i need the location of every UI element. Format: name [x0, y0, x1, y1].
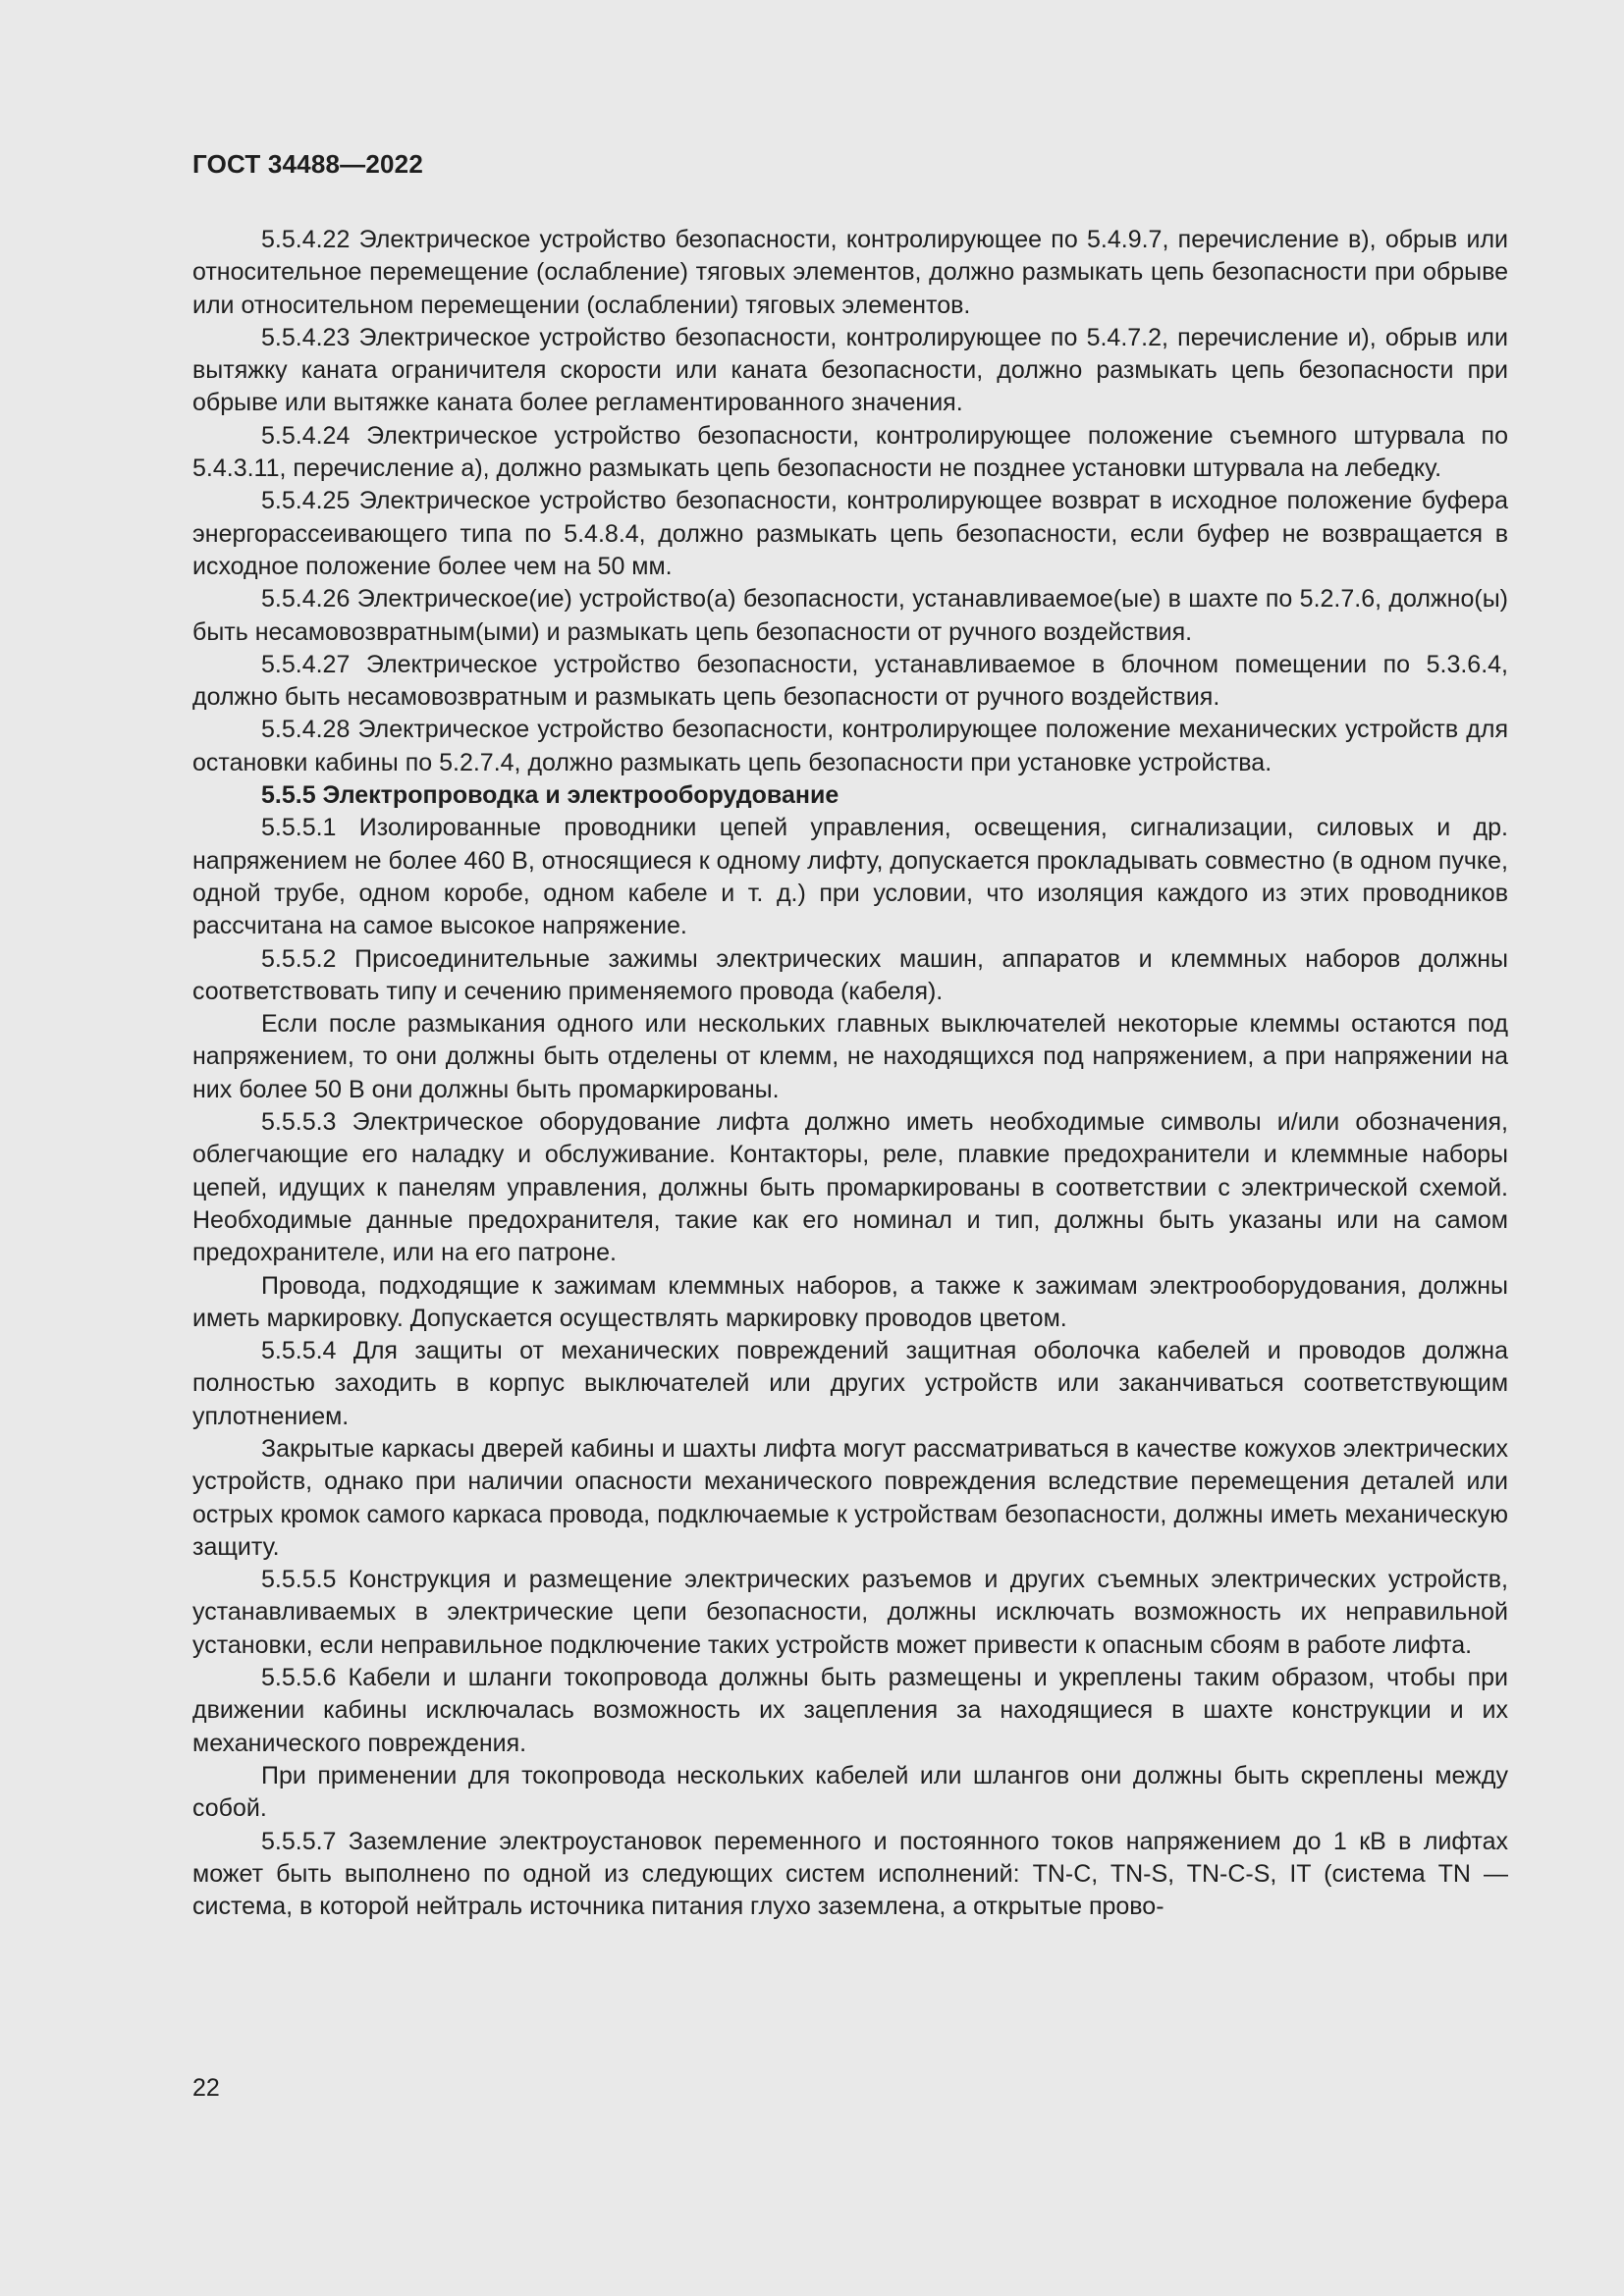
- section-heading-5-5-5: 5.5.5 Электропроводка и электрооборудование: [261, 781, 839, 810]
- paragraph-5-5-5-2: 5.5.5.2 Присоединительные зажимы электрических машин, аппаратов и клеммных наборов должны соответствовать типу и сечению применяемого провода (кабеля).: [192, 944, 1508, 1005]
- document-header: ГОСТ 34488—2022: [192, 149, 423, 179]
- paragraph-5-5-5-6-cont: При применении для токопровода нескольких кабелей или шлангов они должны быть скреплены между собой.: [192, 1761, 1508, 1823]
- paragraph-5-5-4-27: 5.5.4.27 Электрическое устройство безопасности, устанавливаемое в блочном помещении по 5.3.6.4, должно быть несамовозвратным и размыкать цепь безопасности от ручного воздействия.: [192, 650, 1508, 712]
- paragraph-5-5-5-3-cont: Провода, подходящие к зажимам клеммных наборов, а также к зажимам электрооборудования, должны иметь маркировку. Допускается осуществлять маркировку проводов цветом.: [192, 1271, 1508, 1332]
- paragraph-5-5-5-1: 5.5.5.1 Изолированные проводники цепей управления, освещения, сигнализации, силовых и др. напряжением не более 460 В, относящиеся к одному лифту, допускается прокладывать совместно (в одном пучке, одной трубе, одном коробе, одном кабеле и т. д.) при условии, что изоляция каждого из этих проводников рассчитана на самое высокое напряжение.: [192, 814, 1508, 940]
- paragraph-5-5-4-25: 5.5.4.25 Электрическое устройство безопасности, контролирующее возврат в исходное положение буфера энергорассеивающего типа по 5.4.8.4, должно размыкать цепь безопасности, если буфер не возвращается в исходное положение более чем на 50 мм.: [192, 487, 1508, 580]
- paragraph-5-5-5-5: 5.5.5.5 Конструкция и размещение электрических разъемов и других съемных электрических устройств, устанавливаемых в электрические цепи безопасности, должны исключать возможность их неправильной установки, если неправильное подключение таких устройств может привести к опасным сбоям в работе лифта.: [192, 1566, 1508, 1659]
- paragraph-5-5-4-22: 5.5.4.22 Электрическое устройство безопасности, контролирующее по 5.4.9.7, перечисление в), обрыв или относительное перемещение (ослабление) тяговых элементов, должно размыкать цепь безопасности при обрыве или относительном перемещении (ослаблении) тяговых элементов.: [192, 226, 1508, 319]
- paragraph-5-5-5-7: 5.5.5.7 Заземление электроустановок переменного и постоянного токов напряжением до 1 кВ в лифтах может быть выполнено по одной из следующих систем исполнений: TN-C, TN-S, TN-C-S, IT (система TN — система, в которой нейтраль источника питания глухо заземлена, а открытые прово-: [192, 1827, 1508, 1921]
- paragraph-5-5-4-24: 5.5.4.24 Электрическое устройство безопасности, контролирующее положение съемного штурвала по 5.4.3.11, перечисление а), должно размыкать цепь безопасности не позднее установки штурвала на лебедку.: [192, 421, 1508, 483]
- paragraph-5-5-5-4: 5.5.5.4 Для защиты от механических повреждений защитная оболочка кабелей и проводов должна полностью заходить в корпус выключателей или других устройств или заканчиваться соответствующим уплотнением.: [192, 1337, 1508, 1430]
- paragraph-5-5-5-3: 5.5.5.3 Электрическое оборудование лифта должно иметь необходимые символы и/или обозначения, облегчающие его наладку и обслуживание. Контакторы, реле, плавкие предохранители и клеммные наборы цепей, идущих к панелям управления, должны быть промаркированы в соответствии с электрической схемой. Необходимые данные предохранителя, такие как его номинал и тип, должны быть указаны или на самом предохранителе, или на его патроне.: [192, 1108, 1508, 1267]
- paragraph-5-5-4-28: 5.5.4.28 Электрическое устройство безопасности, контролирующее положение механических устройств для остановки кабины по 5.2.7.4, должно размыкать цепь безопасности при установке устройства.: [192, 716, 1508, 776]
- paragraph-5-5-5-6: 5.5.5.6 Кабели и шланги токопровода должны быть размещены и укреплены таким образом, чтобы при движении кабины исключалась возможность их зацепления за находящиеся в шахте конструкции и их механического повреждения.: [192, 1664, 1508, 1757]
- paragraph-5-5-4-23: 5.5.4.23 Электрическое устройство безопасности, контролирующее по 5.4.7.2, перечисление и), обрыв или вытяжку каната ограничителя скорости или каната безопасности, должно размыкать цепь безопасности при обрыве или вытяжке каната более регламентированного значения.: [192, 323, 1508, 417]
- document-body: [192, 224, 1508, 1923]
- paragraph-5-5-5-2-cont: Если после размыкания одного или нескольких главных выключателей некоторые клеммы остаются под напряжением, то они должны быть отделены от клемм, не находящихся под напряжением, а при напряжении на них более 50 В они должны быть промаркированы.: [192, 1010, 1508, 1103]
- page-number: 22: [192, 2074, 220, 2102]
- paragraph-5-5-4-26: 5.5.4.26 Электрическое(ие) устройство(а) безопасности, устанавливаемое(ые) в шахте по 5.2.7.6, должно(ы) быть несамовозвратным(ыми) и размыкать цепь безопасности от ручного воздействия.: [192, 585, 1508, 646]
- paragraph-5-5-5-4-cont: Закрытые каркасы дверей кабины и шахты лифта могут рассматриваться в качестве кожухов электрических устройств, однако при наличии опасности механического повреждения вследствие перемещения деталей или острых кромок самого каркаса провода, подключаемые к устройствам безопасности, должны иметь механическую защиту.: [192, 1434, 1508, 1561]
